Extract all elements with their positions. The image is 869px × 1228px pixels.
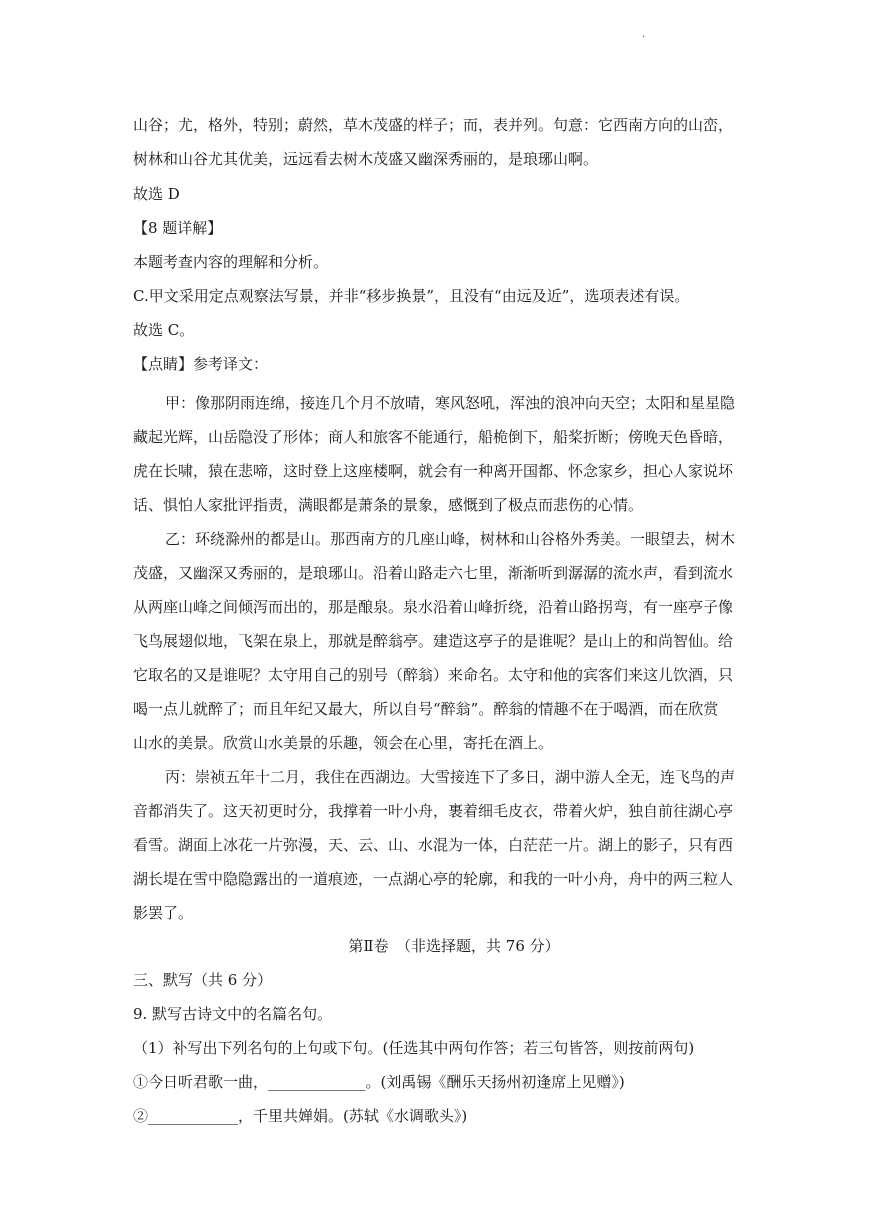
text-line: 话、惧怕人家批评指责，满眼都是萧条的景象，感慨到了极点而悲伤的心情。 (133, 496, 644, 514)
text-line: 藏起光辉，山岳隐没了形体；商人和旅客不能通行，船桅倒下，船桨折断；傍晚天色昏暗， (133, 428, 734, 446)
question-9: 9. 默写古诗文中的名篇名句。 (133, 1005, 333, 1023)
fill-item-1: ①今日听君歌一曲，_____________。(刘禹锡《酬乐天扬州初逢席上见赠》) (133, 1073, 625, 1091)
text-line: 湖长堤在雪中隐隐露出的一道痕迹，一点湖心亭的轮廓，和我的一叶小舟，舟中的两三粒人 (133, 870, 734, 888)
dianjing-heading: 【点睛】参考译文： (133, 355, 269, 373)
translation-bing (133, 760, 775, 930)
text-line: 山水的美景。欣赏山水美景的乐趣，领会在心里，寄托在酒上。 (133, 734, 554, 752)
translation-yi (133, 522, 775, 760)
document-page (133, 108, 775, 1138)
text-line: 从两座山峰之间倾泻而出的，那是酿泉。泉水沿着山峰折绕，沿着山路拐弯，有一座亭子像 (133, 598, 734, 616)
text-line: 茂盛，又幽深又秀丽的，是琅琊山。沿着山路走六七里，渐渐听到潺潺的流水声，看到流水 (133, 564, 734, 582)
text-line: 虎在长啸，猿在悲啼，这时登上这座楼啊，就会有一种离开国都、怀念家乡，担心人家说坏 (133, 462, 734, 480)
text-line: 影罢了。 (133, 904, 194, 922)
text-line: 飞鸟展翅似地，飞架在泉上，那就是醉翁亭。建造这亭子的是谁呢？是山上的和尚智仙。给 (133, 632, 734, 650)
intro-paragraph (133, 108, 775, 176)
volume-title: 第Ⅱ卷 （非选择题，共 76 分） (348, 937, 560, 955)
text-line: 它取名的又是谁呢？太守用自己的别号（醉翁）来命名。太守和他的宾客们来这儿饮酒，只 (133, 666, 734, 684)
answer-c: 故选 C。 (133, 321, 195, 339)
text-line: 音都消失了。这天初更时分，我撑着一叶小舟，裹着细毛皮衣，带着火炉，独自前往湖心亭 (133, 802, 734, 820)
text-line: 喝一点儿就醉了；而且年纪又最大，所以自号“醉翁”。醉翁的情趣不在于喝酒，而在欣赏 (133, 700, 719, 718)
question-9-part-1: （1）补写出下列名句的上句或下句。(任选其中两句作答；若三句皆答，则按前两句) (133, 1039, 695, 1057)
q8-description: 本题考查内容的理解和分析。 (133, 253, 329, 271)
q8-heading: 【8 题详解】 (133, 219, 223, 237)
page-marker-dot: . (642, 29, 646, 40)
text-line: 乙：环绕滁州的都是山。那西南方的几座山峰，树林和山谷格外秀美。一眼望去，树木 (165, 530, 736, 548)
fill-item-2: ②____________，千里共婵娟。(苏轼《水调歌头》) (133, 1107, 468, 1125)
text-line: 看雪。湖面上冰花一片弥漫，天、云、山、水混为一体，白茫茫一片。湖上的影子，只有西 (133, 836, 734, 854)
text-line: 丙：崇祯五年十二月，我住在西湖边。大雪接连下了多日，湖中游人全无，连飞鸟的声 (165, 768, 736, 786)
section-heading: 三、默写（共 6 分） (133, 971, 273, 989)
text-line: 山谷；尤，格外，特别；蔚然，草木茂盛的样子；而，表并列。句意：它西南方向的山峦， (133, 116, 734, 134)
q8-analysis: C.甲文采用定点观察法写景，并非“移步换景”，且没有“由远及近”，选项表述有误。 (133, 287, 690, 305)
answer-d: 故选 D (133, 185, 180, 203)
text-line: 甲：像那阴雨连绵，接连几个月不放晴，寒风怒吼，浑浊的浪冲向天空；太阳和星星隐 (165, 394, 736, 412)
translation-jia (133, 386, 775, 522)
text-line: 树林和山谷尤其优美，远远看去树木茂盛又幽深秀丽的，是琅琊山啊。 (133, 150, 599, 168)
